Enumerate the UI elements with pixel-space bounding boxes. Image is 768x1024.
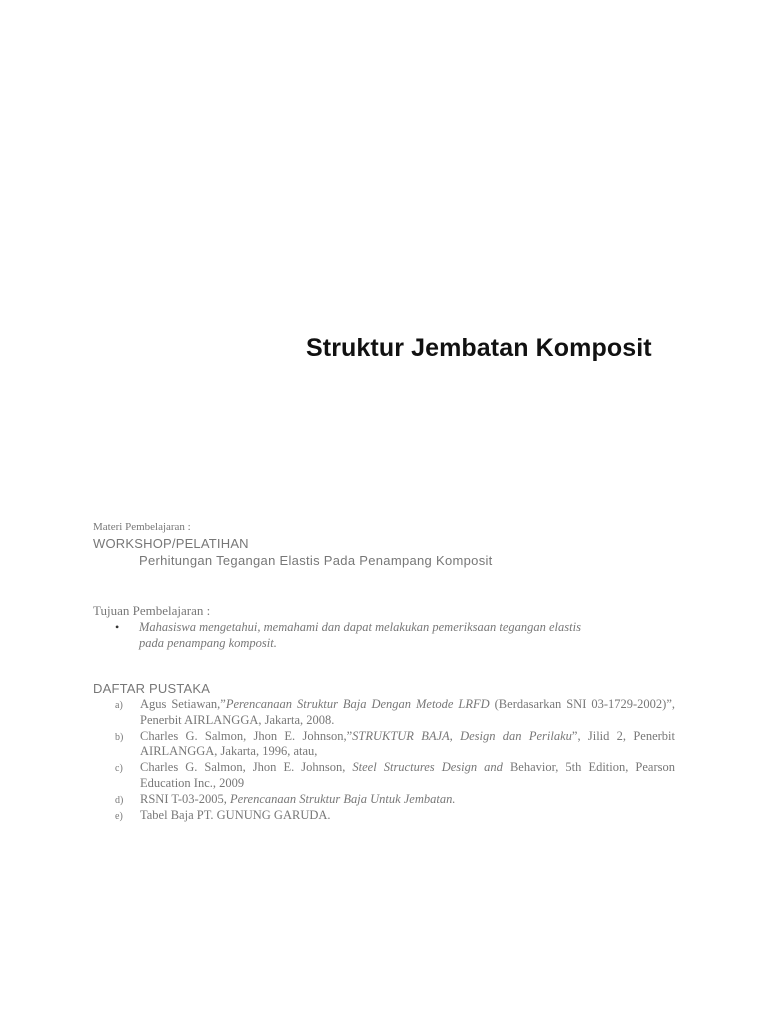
reference-text: (Berdasarkan SNI 03-1729-2002)”, Penerbit AIRLANGGA, Jakarta, 2008. (140, 697, 675, 727)
reference-text: Charles G. Salmon, Jhon E. Johnson,” (140, 728, 353, 743)
reference-marker: b) (115, 731, 124, 743)
list-item (115, 619, 655, 651)
reference-marker: c) (115, 763, 123, 774)
reference-marker: a) (115, 700, 123, 711)
reference-title: Perencanaan Struktur Baja Dengan Metode LRFD (225, 697, 490, 711)
reference-item (115, 760, 675, 791)
document-title: Struktur Jembatan Komposit (306, 334, 652, 362)
materi-label: Materi Pembelajaran : (93, 521, 191, 533)
reference-item (115, 729, 675, 760)
reference-title: Perencanaan Struktur Baja Untuk Jembatan. (229, 791, 456, 806)
reference-list (115, 697, 675, 824)
reference-marker: d) (115, 794, 124, 806)
reference-title: Steel Structures Design and (352, 760, 503, 774)
reference-text: Agus Setiawan,” (140, 697, 226, 711)
reference-text: Tabel Baja PT. GUNUNG GARUDA. (140, 807, 331, 822)
reference-text: RSNI T-03-2005, (140, 791, 230, 806)
reference-item (115, 792, 675, 808)
tujuan-list (115, 619, 655, 651)
daftar-pustaka-heading: DAFTAR PUSTAKA (93, 681, 211, 696)
reference-marker: e) (115, 810, 123, 822)
tujuan-label: Tujuan Pembelajaran : (93, 603, 211, 618)
workshop-heading: WORKSHOP/PELATIHAN (93, 536, 249, 551)
reference-item (115, 697, 675, 728)
tujuan-line-2: pada penampang komposit. (139, 636, 277, 650)
reference-title: STRUKTUR BAJA, Design dan Perilaku (352, 728, 572, 743)
reference-text: ”, Jilid 2, Penerbit AIRLANGGA, Jakarta, 1996, atau, (140, 728, 675, 758)
topic-text: Perhitungan Tegangan Elastis Pada Penampang Komposit (139, 553, 493, 568)
reference-item (115, 808, 675, 824)
tujuan-line-1: Mahasiswa mengetahui, memahami dan dapat melakukan pemeriksaan tegangan elastis (139, 620, 581, 634)
reference-text: Behavior, 5th Edition, Pearson Education Inc., 2009 (140, 760, 675, 790)
bullet-icon: • (115, 620, 120, 634)
reference-text: Charles G. Salmon, Jhon E. Johnson, (140, 760, 353, 774)
